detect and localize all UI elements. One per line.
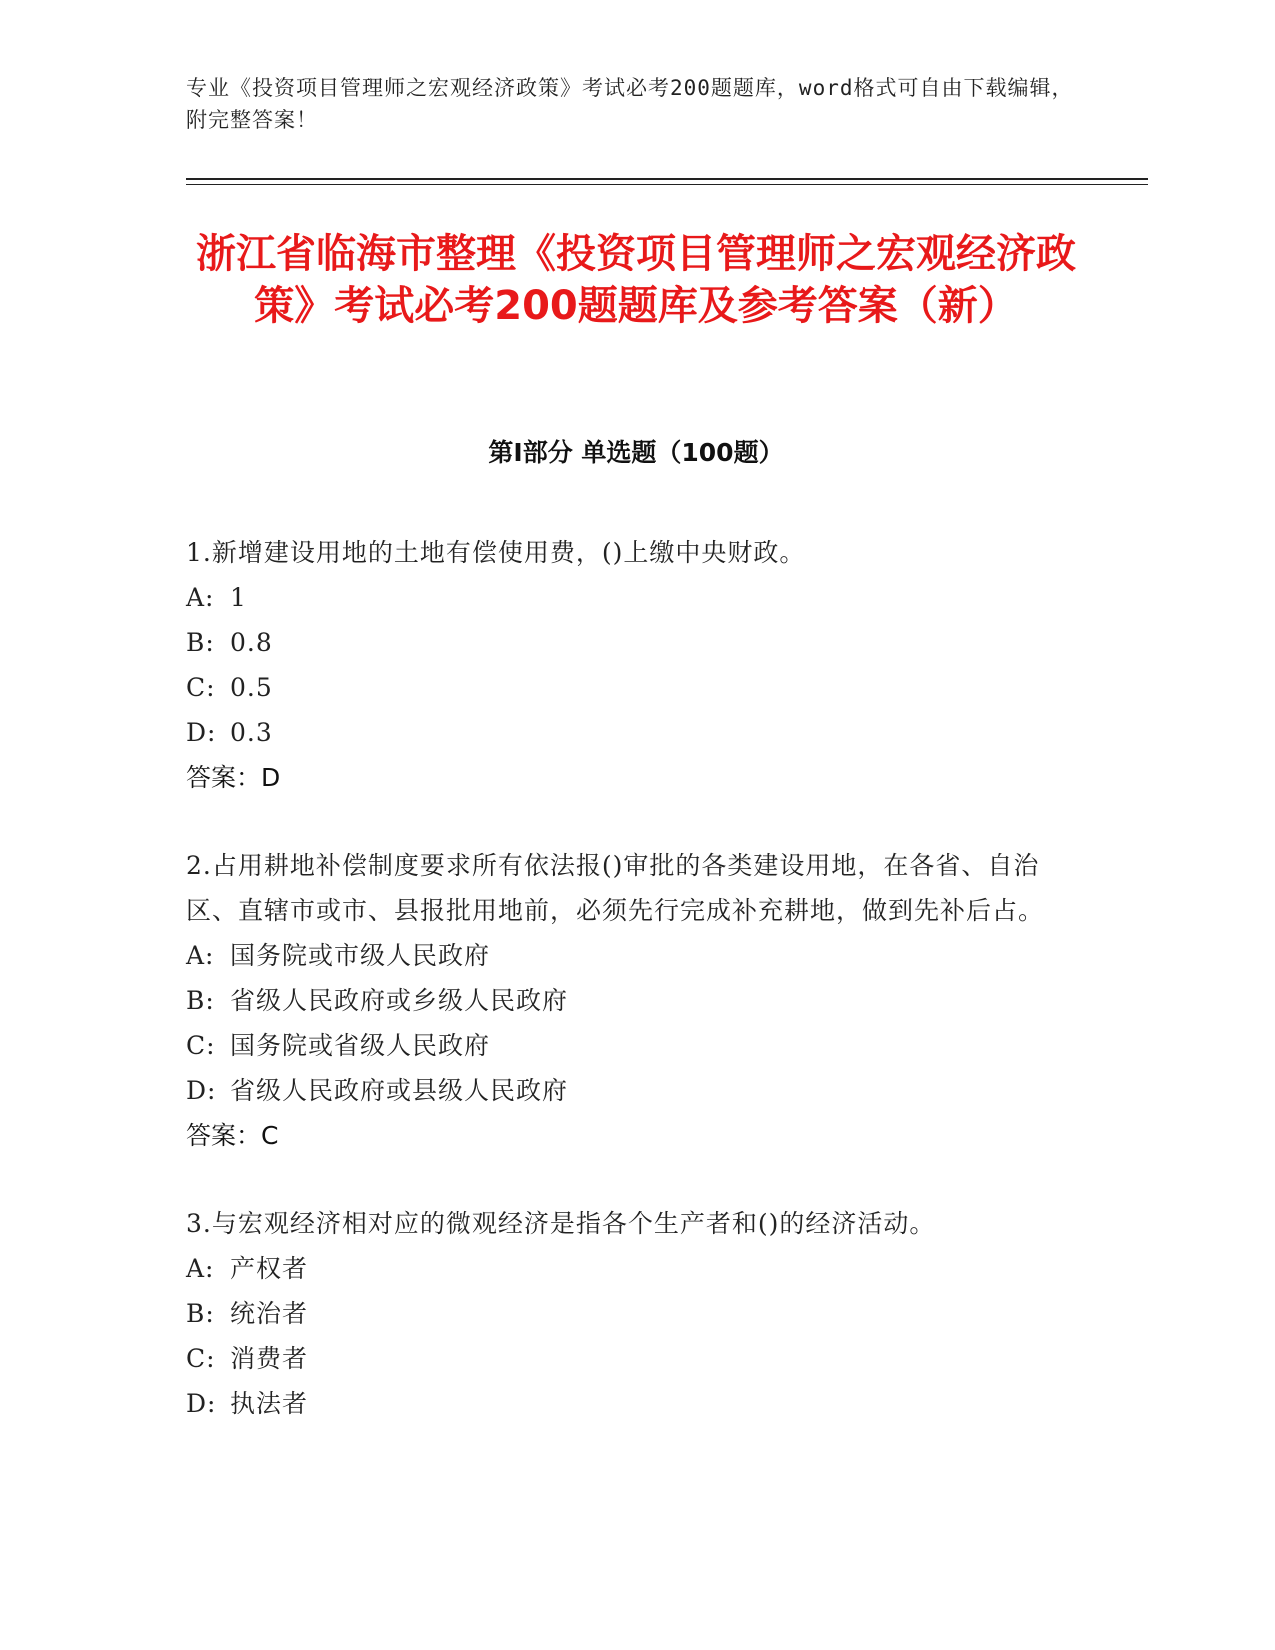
option-key: D: [186,1076,217,1105]
option-key: C: [186,673,216,702]
option-text: 0.8 [230,628,273,657]
option-key: A: [186,583,215,612]
option-text: 消费者 [230,1344,309,1373]
question-list [186,530,1066,1469]
option-b [186,1291,1066,1336]
option-key: D: [186,1389,217,1418]
question-2 [186,843,1066,1158]
header-note: 专业《投资项目管理师之宏观经济政策》考试必考200题题库，word格式可自由下载编辑，附完整答案！ [186,76,1074,132]
option-key: A: [186,1254,215,1283]
question-stem: 3.与宏观经济相对应的微观经济是指各个生产者和()的经济活动。 [186,1209,936,1238]
option-key: C: [186,1031,216,1060]
option-key: B: [186,628,215,657]
option-text: 产权者 [230,1254,309,1283]
header-rule-thin [186,184,1148,185]
option-key: B: [186,986,215,1015]
option-a [186,933,1066,978]
document-title: 浙江省临海市整理《投资项目管理师之宏观经济政策》考试必考200题题库及参考答案（新） [196,231,1076,329]
option-text: 省级人民政府或乡级人民政府 [230,986,569,1015]
option-text: 0.5 [230,673,273,702]
option-text: 0.3 [230,718,273,747]
option-key: C: [186,1344,216,1373]
question-1 [186,530,1066,800]
option-text: 国务院或省级人民政府 [230,1031,491,1060]
header-rule-thick [186,178,1148,180]
option-text: 国务院或市级人民政府 [230,941,491,970]
option-c [186,1336,1066,1381]
option-c [186,1023,1066,1068]
option-d [186,1381,1066,1426]
section-title: 第I部分 单选题（100题） [488,438,784,467]
option-text: 省级人民政府或县级人民政府 [230,1076,569,1105]
option-a [186,1246,1066,1291]
option-d [186,1068,1066,1113]
option-key: A: [186,941,215,970]
option-key: D: [186,718,217,747]
question-answer: 答案：D [186,763,281,792]
question-stem: 2.占用耕地补偿制度要求所有依法报()审批的各类建设用地，在各省、自治区、直辖市或市、县报批用地前，必须先行完成补充耕地，做到先补后占。 [186,851,1045,925]
question-stem: 1.新增建设用地的土地有偿使用费，()上缴中央财政。 [186,538,806,567]
option-d [186,710,1066,755]
option-b [186,620,1066,665]
option-text: 执法者 [230,1389,309,1418]
question-3 [186,1201,1066,1426]
option-text: 1 [230,583,247,612]
option-c [186,665,1066,710]
option-text: 统治者 [230,1299,309,1328]
option-b [186,978,1066,1023]
option-key: B: [186,1299,215,1328]
option-a [186,575,1066,620]
question-answer: 答案：C [186,1121,279,1150]
